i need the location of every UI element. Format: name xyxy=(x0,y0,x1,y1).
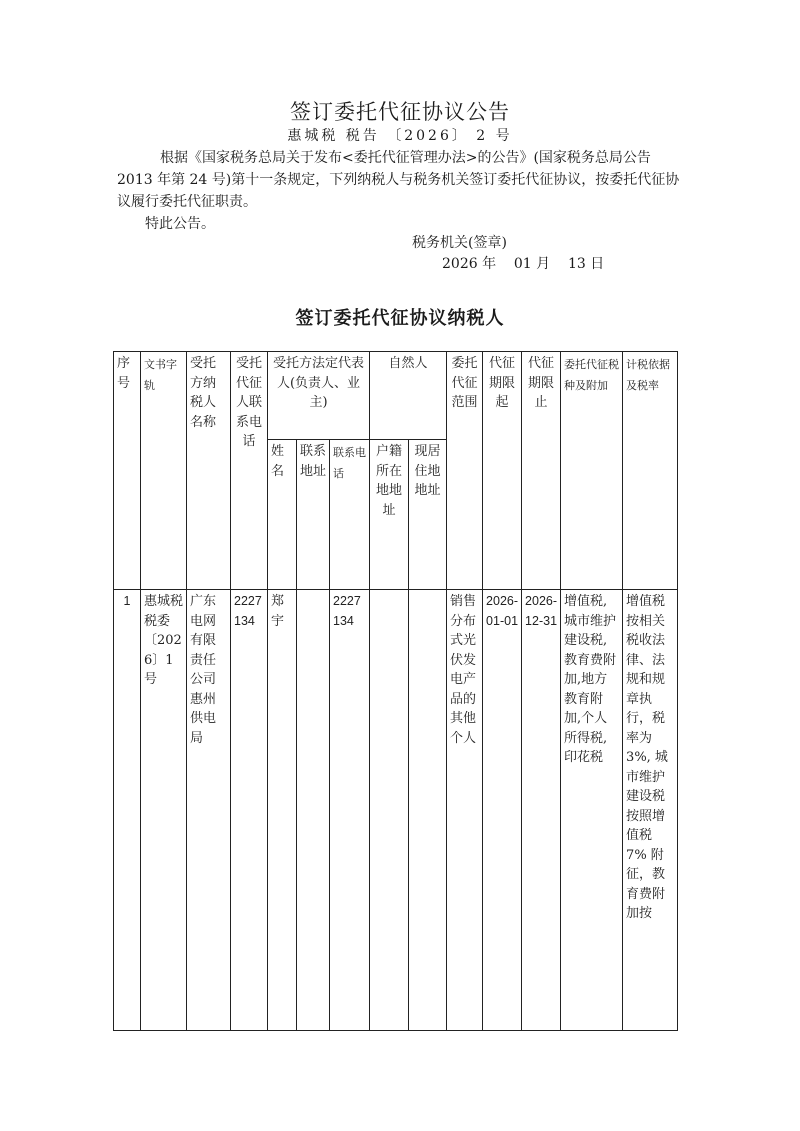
cell-entrusted-name: 广东电网有限责任公司惠州供电局 xyxy=(187,590,231,1031)
header-rep-address: 联系地址 xyxy=(297,440,330,590)
header-rep-name: 姓名 xyxy=(268,440,297,590)
cell-rep-name: 郑宇 xyxy=(268,590,297,1031)
header-period-end: 代征期限止 xyxy=(522,352,561,590)
header-entrusted-name: 受托方纳税人名称 xyxy=(187,352,231,590)
closing-text: 特此公告。 xyxy=(145,216,215,232)
header-natural-person-group: 自然人 xyxy=(370,352,447,440)
header-rep-phone: 联系电话 xyxy=(330,440,370,590)
cell-residence-address xyxy=(409,590,447,1031)
cell-seq: 1 xyxy=(114,590,141,1031)
table-row xyxy=(114,590,678,1031)
header-scope: 委托代征范围 xyxy=(447,352,483,590)
cell-tax-types: 增值税,城市维护建设税,教育费附加,地方教育附加,个人所得税,印花税 xyxy=(561,590,623,1031)
table-title: 签订委托代征协议纳税人 xyxy=(295,308,505,329)
body-paragraph: 根据《国家税务总局关于发布<委托代征管理办法>的公告》(国家税务总局公告 2013 年第 24 号)第十一条规定，下列纳税人与税务机关签订委托代征协议，按委托代征协议履行委托代征职责。 xyxy=(117,150,680,210)
cell-scope: 销售分布式光伏发电产品的其他个人 xyxy=(447,590,483,1031)
taxpayer-table xyxy=(113,351,678,1031)
cell-rep-address xyxy=(297,590,330,1031)
cell-period-end: 2026-12-31 xyxy=(522,590,561,1031)
announcement-date: 2026 年 01 月 13 日 xyxy=(442,256,605,272)
cell-rep-phone: 2227134 xyxy=(330,590,370,1031)
cell-entrusted-phone: 2227134 xyxy=(231,590,268,1031)
announcement-title: 签订委托代征协议公告 xyxy=(290,100,510,124)
cell-tax-basis: 增值税按相关税收法律、法规和规章执行，税率为 3%, 城市维护建设税按照增值税 7% 附征，教育费附加按 xyxy=(623,590,678,1031)
header-seq: 序号 xyxy=(114,352,141,590)
cell-doc-ref: 惠城税税委〔2026〕1 号 xyxy=(141,590,187,1031)
cell-household-address xyxy=(370,590,409,1031)
header-doc-ref: 文书字轨 xyxy=(141,352,187,590)
header-period-start: 代征期限起 xyxy=(483,352,522,590)
header-legal-rep-group: 受托方法定代表人(负责人、业主) xyxy=(268,352,370,440)
header-household-address: 户籍所在地地址 xyxy=(370,440,409,590)
header-tax-basis: 计税依据及税率 xyxy=(623,352,678,590)
document-number: 惠城税 税告 〔2026〕 2 号 xyxy=(287,128,513,144)
header-entrusted-phone: 受托代征人联系电话 xyxy=(231,352,268,590)
header-row-1 xyxy=(114,352,678,440)
header-tax-types: 委托代征税种及附加 xyxy=(561,352,623,590)
cell-period-start: 2026-01-01 xyxy=(483,590,522,1031)
signature-line: 税务机关(签章) xyxy=(412,235,507,251)
header-residence-address: 现居住地地址 xyxy=(409,440,447,590)
